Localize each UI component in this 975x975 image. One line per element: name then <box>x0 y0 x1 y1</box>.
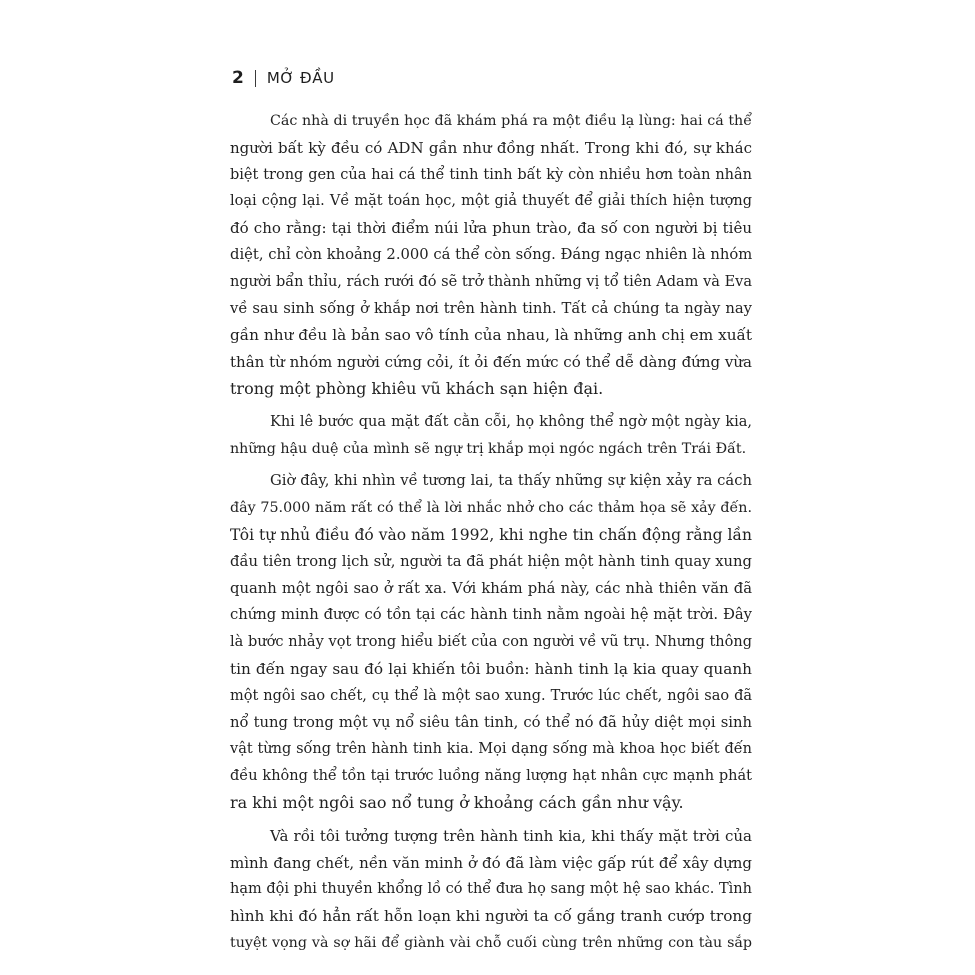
running-header <box>232 66 335 90</box>
body-text <box>230 108 752 963</box>
text-line: người bẩn thỉu, rách rưới đó sẽ trở thành những vị tổ tiên Adam và Eva <box>230 273 752 290</box>
text-line: thân từ nhóm người cứng cỏi, ít ỏi đến mức có thể dễ dàng đứng vừa <box>230 353 752 372</box>
text-line: nổ tung trong một vụ nổ siêu tân tinh, có thể nó đã hủy diệt mọi sinh <box>230 713 752 731</box>
text-line: đó cho rằng: tại thời điểm núi lửa phun trào, đa số con người bị tiêu <box>230 219 752 238</box>
text-line: quanh một ngôi sao ở rất xa. Với khám phá này, các nhà thiên văn đã <box>230 579 752 597</box>
text-line: đây 75.000 năm rất có thể là lời nhắc nhở cho các thảm họa sẽ xảy đến. <box>230 500 752 517</box>
paragraph-1 <box>230 108 752 403</box>
text-line: về sau sinh sống ở khắp nơi trên hành tinh. Tất cả chúng ta ngày nay <box>230 299 752 317</box>
text-line: người bất kỳ đều có ADN gần như đồng nhất. Trong khi đó, sự khác <box>230 138 752 157</box>
text-line: trong một phòng khiêu vũ khách sạn hiện đại. <box>230 378 604 398</box>
text-line: tin đến ngay sau đó lại khiến tôi buồn: hành tinh lạ kia quay quanh <box>230 659 752 678</box>
text-line: những hậu duệ của mình sẽ ngự trị khắp mọi ngóc ngách trên Trái Đất. <box>230 440 747 457</box>
text-line: tuyệt vọng và sợ hãi để giành vài chỗ cuối cùng trên những con tàu sắp <box>230 934 752 951</box>
text-line: Các nhà di truyền học đã khám phá ra một điều lạ lùng: hai cá thể <box>270 113 752 129</box>
paragraph-3 <box>230 468 752 816</box>
text-line: ra khi một ngôi sao nổ tung ở khoảng cách gần như vậy. <box>230 792 684 812</box>
text-line: hạm đội phi thuyền khổng lồ có thể đưa họ sang một hệ sao khác. Tình <box>230 881 752 898</box>
text-line: diệt, chỉ còn khoảng 2.000 cá thể còn sống. Đáng ngạc nhiên là nhóm <box>230 245 753 263</box>
chapter-title: MỞ ĐẦU <box>266 69 335 87</box>
paragraph-4 <box>230 823 752 957</box>
text-line: Tôi tự nhủ điều đó vào năm 1992, khi nghe tin chấn động rằng lần <box>230 525 752 544</box>
text-line: loại cộng lại. Về mặt toán học, một giả thuyết để giải thích hiện tượng <box>230 193 752 210</box>
text-line: chứng minh được có tồn tại các hành tinh nằm ngoài hệ mặt trời. Đây <box>230 606 752 624</box>
text-line: mình đang chết, nền văn minh ở đó đã làm việc gấp rút để xây dựng <box>230 853 752 872</box>
header-separator <box>255 70 256 87</box>
text-line: Và rồi tôi tưởng tượng trên hành tinh kia, khi thấy mặt trời của <box>270 826 752 845</box>
text-line: biệt trong gen của hai cá thể tinh tinh bất kỳ còn nhiều hơn toàn nhân <box>230 166 752 183</box>
text-line: là bước nhảy vọt trong hiểu biết của con người về vũ trụ. Nhưng thông <box>230 634 752 651</box>
text-line: đều không thể tồn tại trước luồng năng lượng hạt nhân cực mạnh phát <box>230 768 752 785</box>
text-line: Khi lê bước qua mặt đất cằn cỗi, họ không thể ngờ một ngày kia, <box>270 413 752 430</box>
text-line: một ngôi sao chết, cụ thể là một sao xung. Trước lúc chết, ngôi sao đã <box>230 687 752 704</box>
text-line: hình khi đó hẳn rất hỗn loạn khi người ta cố gắng tranh cướp trong <box>230 907 752 926</box>
page-number: 2 <box>232 68 244 88</box>
text-line: đầu tiên trong lịch sử, người ta đã phát hiện một hành tinh quay xung <box>230 552 752 570</box>
paragraph-2 <box>230 409 752 463</box>
text-line: gần như đều là bản sao vô tính của nhau, là những anh chị em xuất <box>230 326 752 345</box>
text-line: Giờ đây, khi nhìn về tương lai, ta thấy những sự kiện xảy ra cách <box>270 472 752 490</box>
text-line: vật từng sống trên hành tinh kia. Mọi dạng sống mà khoa học biết đến <box>230 741 752 758</box>
